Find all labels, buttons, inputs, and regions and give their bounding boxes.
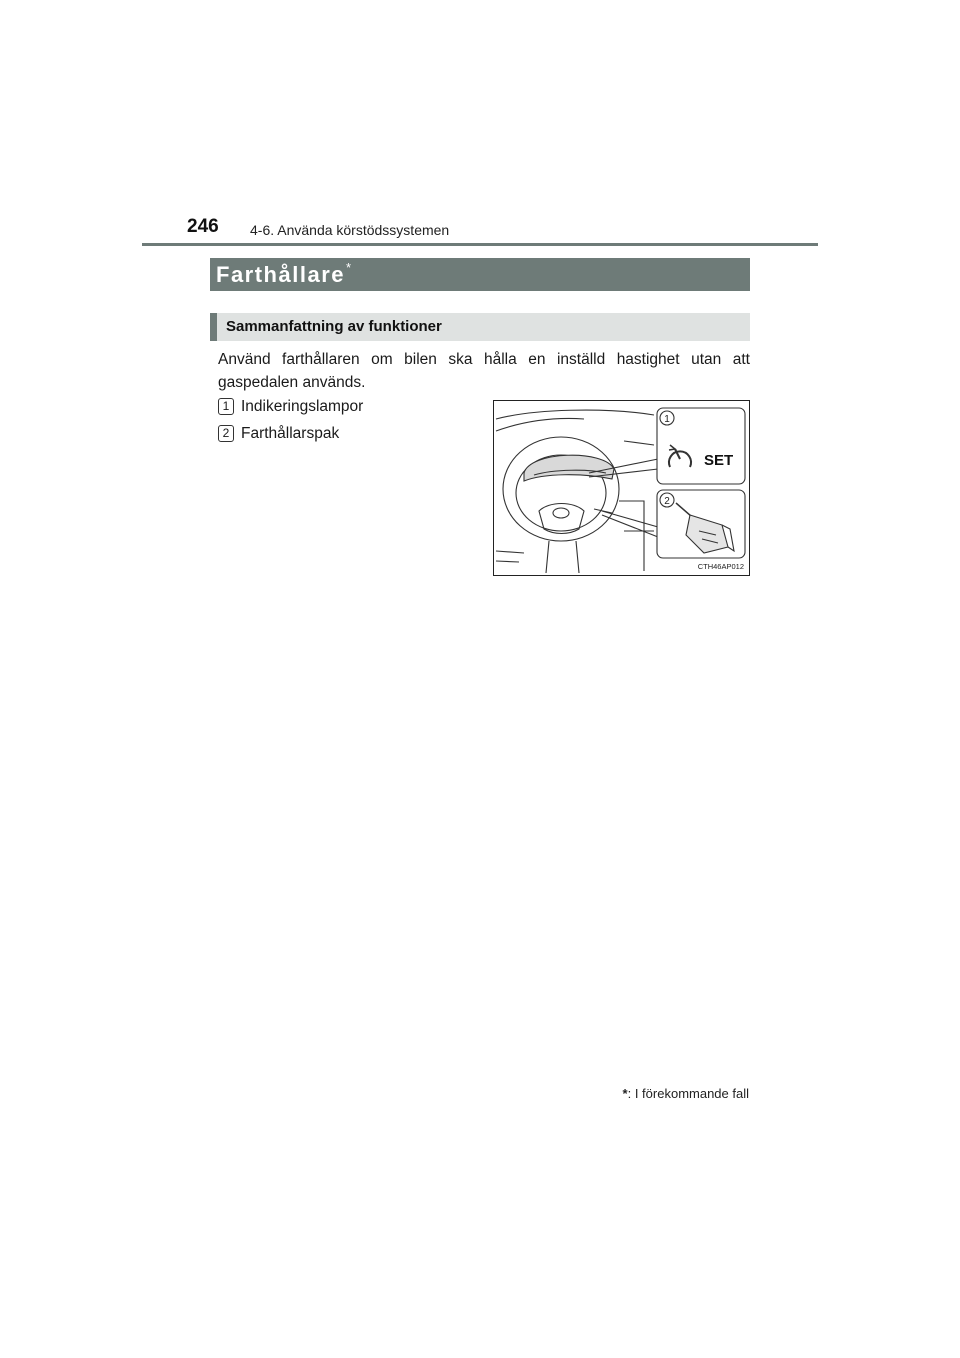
dashboard-line bbox=[624, 441, 654, 445]
cockpit-drawing bbox=[494, 401, 749, 575]
section-title: Farthållare bbox=[216, 262, 345, 287]
section-path: 4-6. Använda körstödssystemen bbox=[250, 222, 450, 238]
dashboard-line bbox=[496, 410, 654, 419]
steering-column bbox=[576, 541, 579, 573]
footnote bbox=[623, 1086, 749, 1101]
callout-label: Indikeringslampor bbox=[241, 398, 364, 415]
callout-item bbox=[218, 424, 339, 444]
dashboard-line bbox=[496, 419, 584, 432]
cockpit-illustration bbox=[493, 400, 750, 576]
instrument-cluster bbox=[524, 455, 614, 481]
steering-column bbox=[546, 541, 549, 573]
callout-label: Farthållarspak bbox=[241, 425, 340, 442]
subheading-bar: Sammanfattning av funktioner bbox=[210, 313, 750, 341]
marker-2-label: 2 bbox=[664, 496, 670, 507]
set-indicator-text: SET bbox=[704, 452, 734, 469]
horn-emblem bbox=[553, 508, 569, 518]
callout-item bbox=[218, 397, 363, 417]
steering-wheel-rim bbox=[503, 437, 619, 541]
lower-dash bbox=[496, 551, 524, 562]
marker-1-label: 1 bbox=[664, 414, 670, 425]
callout-number: 2 bbox=[218, 425, 234, 442]
intro-paragraph: Använd farthållaren om bilen ska hålla en inställd hastighet utan att gaspedalen används. bbox=[218, 351, 750, 391]
footnote-marker: * bbox=[622, 1086, 628, 1101]
footnote-text: : I förekommande fall bbox=[627, 1086, 749, 1101]
figure-code: CTH46AP012 bbox=[697, 562, 744, 571]
callout-number: 1 bbox=[218, 398, 234, 415]
header-rule bbox=[142, 243, 818, 246]
section-title-bar bbox=[210, 258, 750, 291]
title-asterisk: * bbox=[346, 260, 353, 275]
leader-line bbox=[602, 511, 658, 537]
lower-dash bbox=[619, 501, 644, 571]
page-number: 246 bbox=[187, 216, 219, 237]
